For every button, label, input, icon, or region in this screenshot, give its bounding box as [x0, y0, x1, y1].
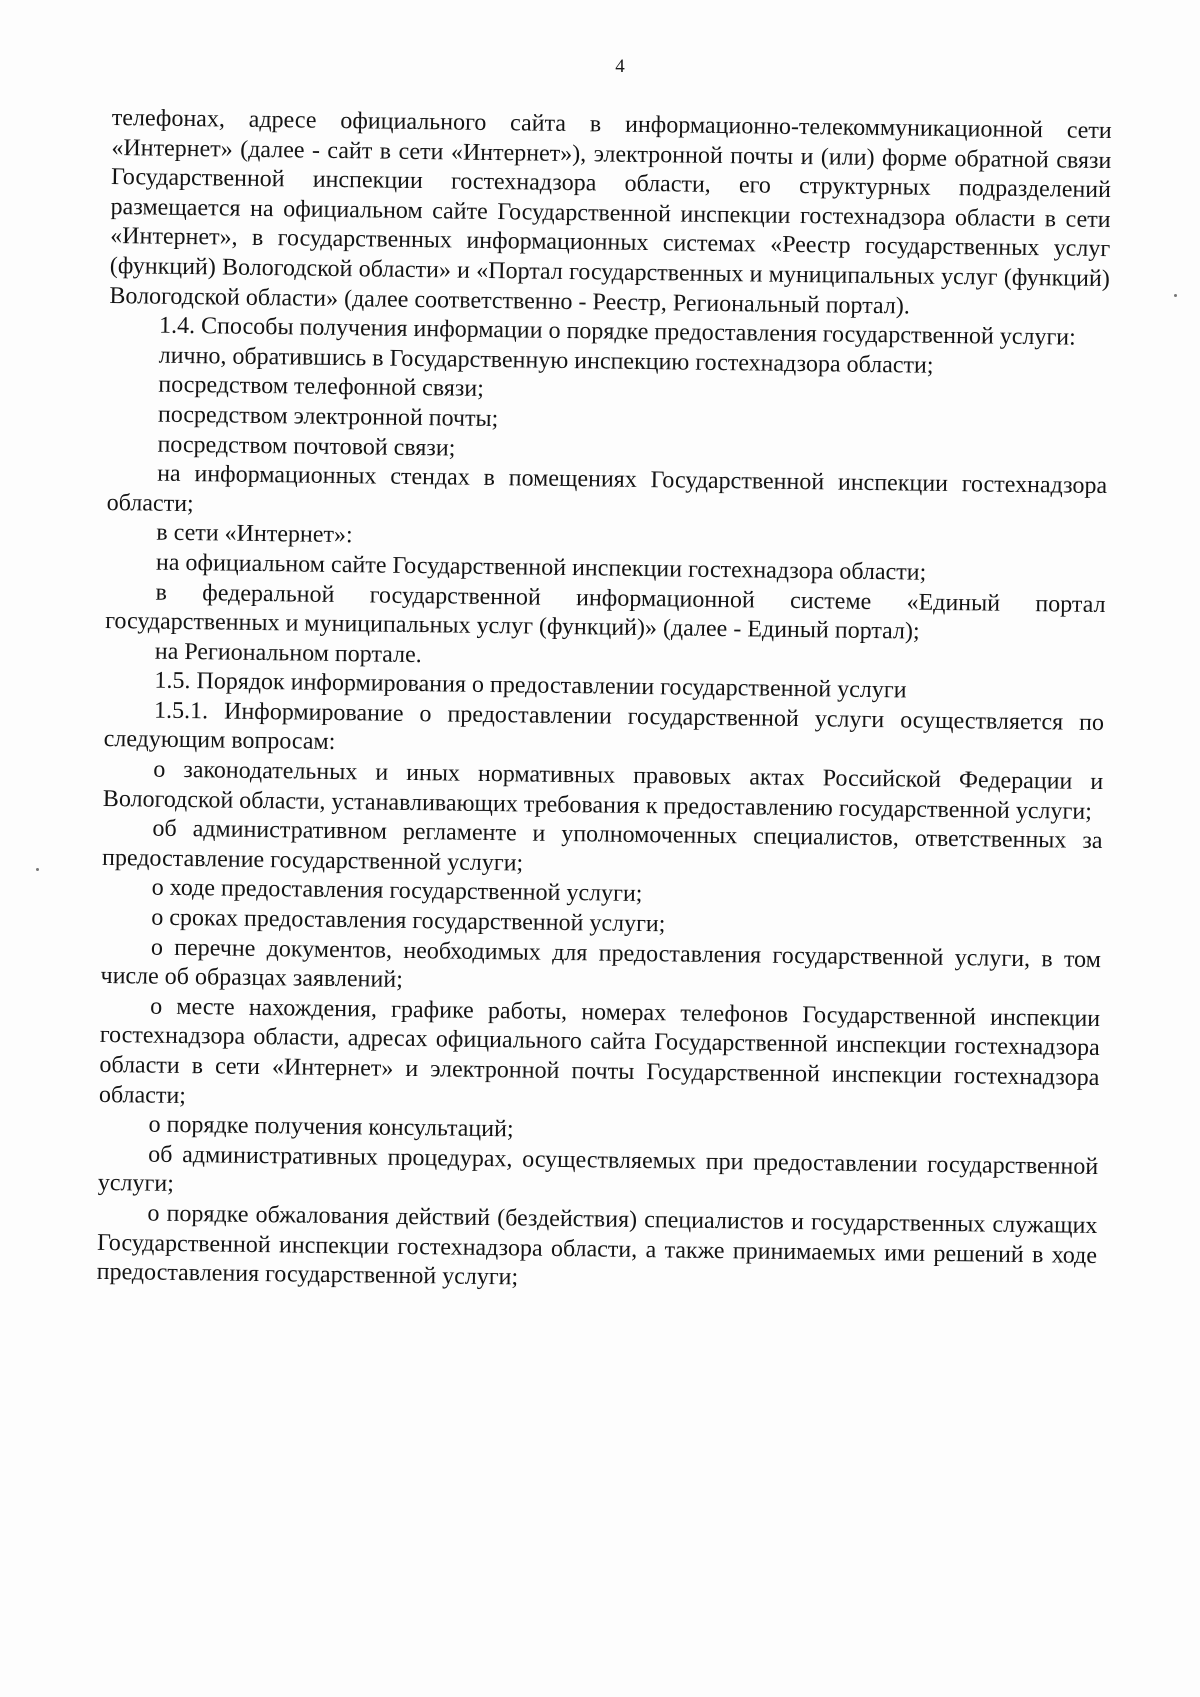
- list-item-info-stands: на информационных стендах в помещениях Государственной инспекции гостехнадзора области;: [106, 460, 1108, 517]
- list-item-legal-acts: о законодательных и иных нормативных правовых актах Российской Федерации и Вологодской области, устанавливающих требования к предоставлению государственной услуги;: [102, 756, 1104, 825]
- list-item-post: посредством почтовой связи;: [157, 431, 456, 462]
- list-item-terms: о сроках предоставления государственной услуги;: [151, 904, 666, 938]
- list-item-regulation: об административном регламенте и уполномоченных специалистов, ответственных за предоставление государственной услуги;: [101, 815, 1103, 877]
- list-item-consultations: о порядке получения консультаций;: [148, 1111, 514, 1143]
- list-item-phone: посредством телефонной связи;: [158, 371, 484, 403]
- list-item-unified-portal: в федеральной государственной информационной системе «Единый портал государственных и муниципальных услуг (функций)» (далее - Единый портал);: [105, 579, 1106, 645]
- list-item-progress: о ходе предоставления государственной услуги;: [151, 875, 643, 908]
- scan-speck: [1174, 294, 1177, 297]
- list-item-email: посредством электронной почты;: [157, 401, 499, 433]
- list-item-internet: в сети «Интернет»:: [156, 519, 353, 549]
- scan-speck: [36, 868, 39, 871]
- page-number: 4: [615, 56, 625, 77]
- list-item-official-site: на официальном сайте Государственной инспекции гостехнадзора области;: [155, 549, 927, 586]
- list-item-regional-portal: на Региональном портале.: [154, 638, 422, 668]
- paragraph-contacts-continuation: телефонах, адресе официального сайта в информационно-телекоммуникационной сети «Интернет» (далее - сайт в сети «Интернет»), электронной почты и (или) форме обратной связи Государственной инспекции гостехнадзора области, его структурных подразделений размещается на официальном сайте Государственной инспекции гостехнадзора области в сети «Интернет», в государственных информационных системах «Реестр государственных услуг (функций) Вологодской области» и «Портал государственных и муниципальных услуг (функций) Вологодской области» (далее соответственно - Реестр, Региональный портал).: [109, 104, 1112, 320]
- paragraph-1-5-1: 1.5.1. Информирование о предоставлении государственной услуги осуществляется по следующим вопросам:: [103, 697, 1105, 756]
- paragraph-1-4-heading: 1.4. Способы получения информации о порядке предоставления государственной услуги:: [158, 312, 1076, 351]
- document-body: [97, 104, 1112, 1301]
- list-item-documents: о перечне документов, необходимых для предоставления государственной услуги, в том числе об образцах заявлений;: [100, 934, 1102, 994]
- list-item-in-person: лично, обратившись в Государственную инспекцию гостехнадзора области;: [158, 342, 934, 379]
- list-item-location: о месте нахождения, графике работы, номерах телефонов Государственной инспекции гостехнадзора области, адресах официального сайта Государственной инспекции гостехнадзора области в сети «Интернет» и электронной почты Государственной инспекции гостехнадзора области;: [98, 993, 1101, 1109]
- list-item-procedures: об административных процедурах, осуществляемых при предоставлении государственной услуги;: [97, 1141, 1099, 1198]
- paragraph-1-5-heading: 1.5. Порядок информирования о предоставлении государственной услуги: [154, 667, 907, 704]
- list-item-appeals: о порядке обжалования действий (бездействия) специалистов и государственных служащих Государственной инспекции гостехнадзора области, а также принимаемых ими решений в ходе предоставления государственной услуги;: [96, 1200, 1098, 1291]
